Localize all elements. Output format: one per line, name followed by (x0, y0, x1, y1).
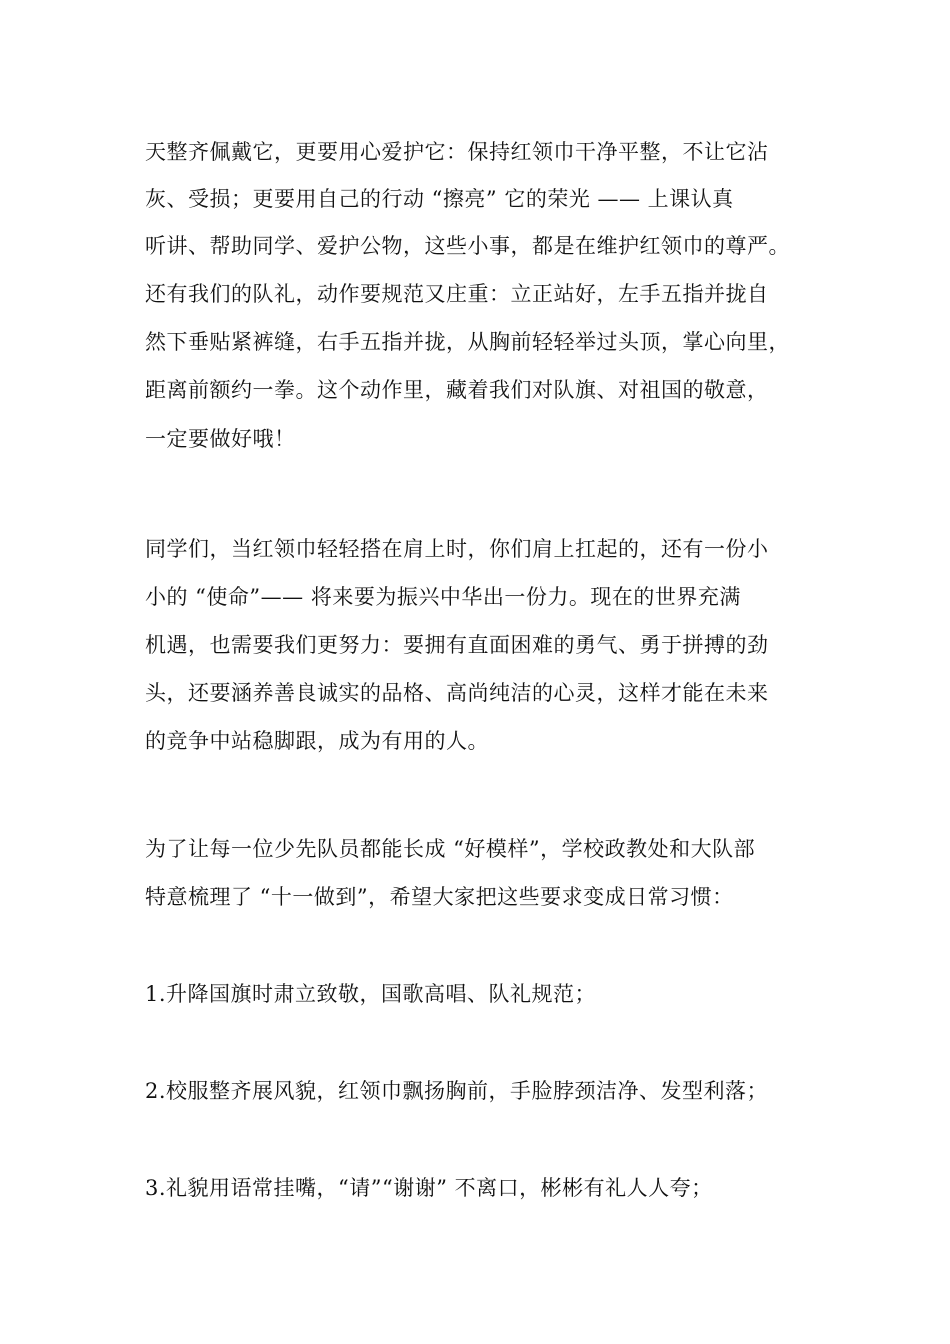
paragraph-line: 距离前额约一拳。这个动作里，藏着我们对队旗、对祖国的敬意， (145, 378, 769, 402)
paragraph-line: 灰、受损；更要用自己的行动 “擦亮” 它的荣光 —— 上课认真 (145, 187, 734, 211)
paragraph-line: 头，还要涵养善良诚实的品格、高尚纯洁的心灵，这样才能在未来 (145, 681, 769, 705)
paragraph-line: 听讲、帮助同学、爱护公物，这些小事，都是在维护红领巾的尊严。 (145, 234, 790, 258)
paragraph-line: 还有我们的队礼，动作要规范又庄重：立正站好，左手五指并拢自 (145, 282, 769, 306)
paragraph-line: 同学们，当红领巾轻轻搭在肩上时，你们肩上扛起的，还有一份小 (145, 537, 769, 561)
paragraph-line: 一定要做好哦！ (145, 427, 296, 451)
paragraph-line: 为了让每一位少先队员都能长成 “好模样”，学校政教处和大队部 (145, 837, 756, 861)
paragraph-line: 机遇，也需要我们更努力：要拥有直面困难的勇气、勇于拼搏的劲 (145, 633, 769, 657)
paragraph-line: 天整齐佩戴它，更要用心爱护它：保持红领巾干净平整，不让它沾 (145, 140, 769, 164)
paragraph-line: 小的 “使命”—— 将来要为振兴中华出一份力。现在的世界充满 (145, 585, 741, 609)
paragraph-line: 特意梳理了 “十一做到”，希望大家把这些要求变成日常习惯： (145, 885, 734, 909)
paragraph-line: 的竞争中站稳脚跟，成为有用的人。 (145, 729, 489, 753)
paragraph-line: 然下垂贴紧裤缝，右手五指并拢，从胸前轻轻举过头顶，掌心向里， (145, 330, 790, 354)
list-item: 2.校服整齐展风貌，红领巾飘扬胸前，手脸脖颈洁净、发型利落； (145, 1079, 769, 1103)
list-item: 1.升降国旗时肃立致敬，国歌高唱、队礼规范； (145, 982, 597, 1006)
list-item: 3.礼貌用语常挂嘴，“请”“谢谢” 不离口，彬彬有礼人人夸； (145, 1176, 713, 1200)
